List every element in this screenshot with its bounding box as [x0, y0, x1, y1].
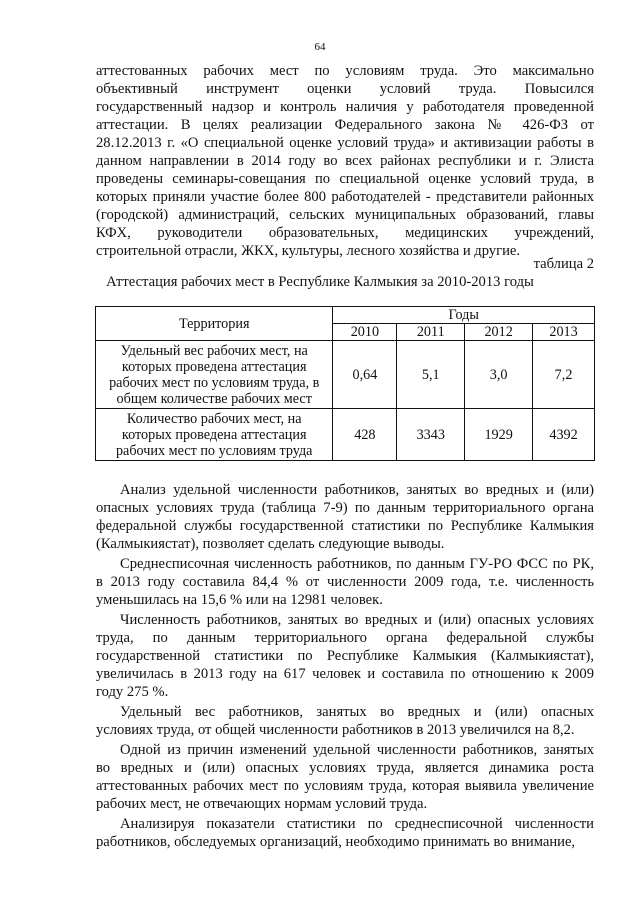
text-line: КФХ, руководители образовательных, медицинских учреждений,: [96, 225, 594, 241]
text-line: году 275 %.: [96, 684, 169, 700]
text-line: государственный надзор и контроль наличия у работодателя проведенной: [96, 99, 594, 115]
paragraph: [96, 481, 594, 553]
text-line: Анализируя показатели статистики по среднесписочной численности: [120, 816, 594, 832]
text-line: проведены семинары-совещания по специальной оценке условий труда, в: [96, 171, 594, 187]
text-line: во вредных и (или) опасных условиях труда, является динамика роста: [96, 760, 594, 776]
text-line: 28.12.2013 г. «О специальной оценке условий труда» и активизации работы в: [96, 135, 594, 151]
text-line: Среднесписочная численность работников, по данным ГУ-РО ФСС по РК,: [120, 556, 594, 572]
paragraph: [96, 815, 594, 851]
row-label: Удельный вес рабочих мест, на которых проведена аттестация рабочих мест по условиям труда, в общем количестве рабочих мест: [96, 341, 333, 409]
text-line: которых приняли участие более 800 работодателей - представители районных: [96, 189, 594, 205]
row-label: Количество рабочих мест, на которых проведена аттестация рабочих мест по условиям труда: [96, 409, 333, 461]
text-line: строительной отрасли, ЖКХ, культуры, лесного хозяйства и другие.: [96, 243, 521, 259]
attestation-table: [95, 306, 595, 461]
paragraph: [96, 62, 594, 260]
text-line: уменьшилась на 15,6 % или на 12981 человек.: [96, 592, 383, 608]
paragraph: [96, 741, 594, 813]
header-years: Годы: [333, 307, 595, 324]
text-line: Удельный вес работников, занятых во вредных и (или) опасных: [120, 704, 594, 720]
header-year: 2012: [465, 324, 533, 341]
text-line: аттестованных рабочих мест по условиям труда. Это максимально: [96, 63, 594, 79]
table-row: [96, 409, 595, 461]
text-line: объективный инструмент оценки условий труда. Повысился: [96, 81, 594, 97]
text-line: Одной из причин изменений удельной численности работников, занятых: [120, 742, 594, 758]
header-territory: Территория: [96, 307, 333, 341]
text-line: (городской) администраций, сельских муниципальных образований, главы: [96, 207, 594, 223]
text-line: Численность работников, занятых во вредных и (или) опасных условиях: [120, 612, 594, 628]
text-line: (Калмыкиястат), позволяет сделать следующие выводы.: [96, 536, 445, 552]
text-line: работников, обследуемых организаций, необходимо принимать во внимание,: [96, 834, 576, 850]
text-line: труда, по данным территориального органа федеральной службы: [96, 630, 594, 646]
cell-value: 5,1: [397, 341, 465, 409]
paragraph: [96, 703, 594, 739]
paragraph: [96, 555, 594, 609]
cell-value: 428: [333, 409, 397, 461]
table-title: Аттестация рабочих мест в Республике Калмыкия за 2010-2013 годы: [106, 274, 534, 290]
table-row: [96, 341, 595, 409]
text-line: аттестации. В целях реализации Федерального закона № 426-ФЗ от: [96, 117, 594, 133]
text-line: государственной статистики по Республике Калмыкия (Калмыкиястат),: [96, 648, 594, 664]
header-year: 2010: [333, 324, 397, 341]
text-line: данном направлении в 2014 году во всех районах республики и г. Элиста: [96, 153, 594, 169]
body-text: [96, 481, 594, 851]
text-line: Анализ удельной численности работников, занятых во вредных и (или): [120, 482, 594, 498]
cell-value: 4392: [533, 409, 595, 461]
cell-value: 3343: [397, 409, 465, 461]
paragraph: [96, 611, 594, 701]
cell-value: 7,2: [533, 341, 595, 409]
page-number: 64: [314, 41, 326, 53]
header-year: 2013: [533, 324, 595, 341]
text-line: условиях труда, от общей численности работников в 2013 увеличился на 8,2.: [96, 722, 575, 738]
text-line: в 2013 году составила 84,4 % от численности 2009 года, т.е. численность: [96, 574, 594, 590]
intro-paragraph: [96, 62, 594, 260]
text-line: федеральной службы государственной статистики по Республике Калмыкия: [96, 518, 594, 534]
text-line: аттестованных рабочих мест по условиям труда, которая выявила увеличение: [96, 778, 594, 794]
header-year: 2011: [397, 324, 465, 341]
cell-value: 1929: [465, 409, 533, 461]
text-line: рабочих мест, не отвечающих нормам условий труда.: [96, 796, 428, 812]
cell-value: 0,64: [333, 341, 397, 409]
text-line: опасных условиях труда (таблица 7-9) по данным территориального органа: [96, 500, 594, 516]
cell-value: 3,0: [465, 341, 533, 409]
table-label: таблица 2: [533, 256, 594, 272]
text-line: увеличилась в 2013 году на 617 человек и составила по отношению к 2009: [96, 666, 594, 682]
